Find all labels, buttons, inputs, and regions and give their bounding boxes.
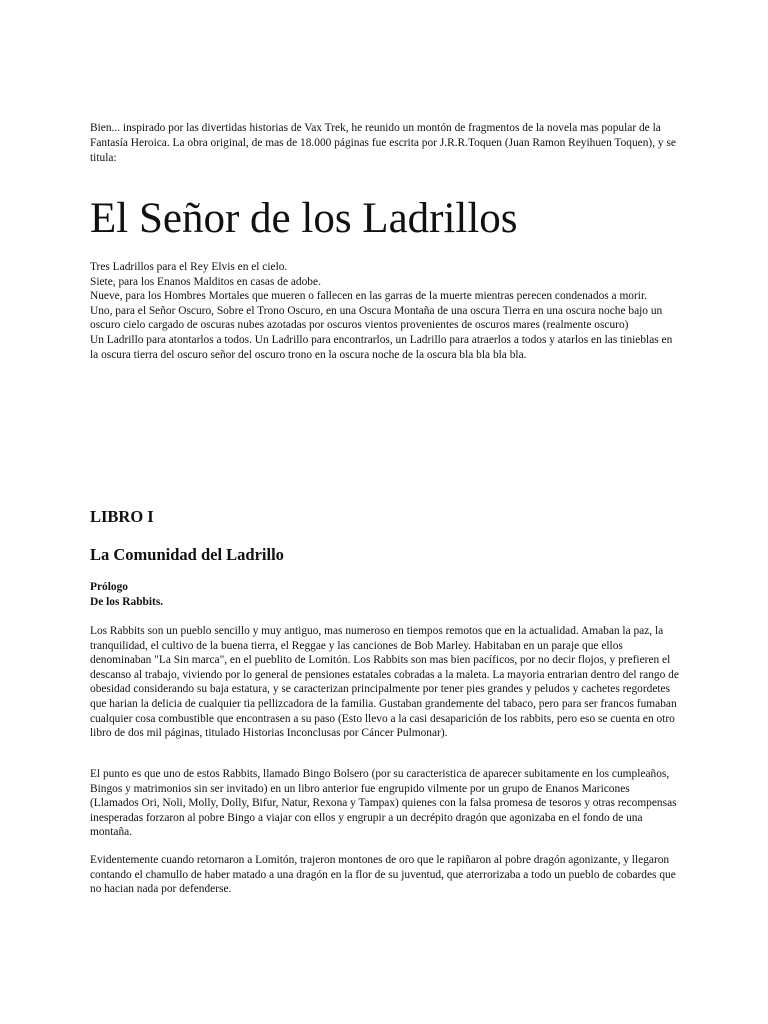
- body-paragraph: El punto es que uno de estos Rabbits, llamado Bingo Bolsero (por su caracteristica de aparecer subitamente en los cumpleaños, Bingos y matrimonios sin ser invitado) en un libro anterior fue engrupido vilmente por un grupo de Enanos Maricones (Llamados Ori, Noli, Molly, Dolly, Bifur, Natur, Rexona y Tampax) quienes con la falsa promesa de tesoros y otras recompensas inesperadas forzaron al pobre Bingo a viajar con ellos y engrupir a un decrépito dragón que agonizaba en el fondo de una montaña.: [90, 768, 677, 839]
- prologue-subtitle: De los Rabbits.: [90, 596, 164, 608]
- prologue-heading: [90, 580, 163, 610]
- poem-line: Tres Ladrillos para el Rey Elvis en el cielo.: [90, 261, 288, 273]
- body-paragraph: Los Rabbits son un pueblo sencillo y muy antiguo, mas numeroso en tiempos remotos que en la actualidad. Amaban la paz, la tranquilidad, el cultivo de la buena tierra, el Reggae y las canciones de Bob Marley. Habitaban en un paraje que ellos denominaban "La Sin marca", en el pueblito de Lomitón. Los Rabbits son mas bien pacíficos, por no decir flojos, y prefieren el descanso al trabajo, viviendo por lo general de pensiones estatales cobradas a la maleta. La mayoria entrarian dentro del rango de obesidad considerando su baja estatura, y se caracterizan principalmente por tener pies grandes y peludos y cachetes regordetes que harian la delicia de cualquier tia pellizcadora de la familia. Gustaban grandemente del tabaco, pero para ser francos fumaban cualquier cosa combustible que encontrasen a su paso (Esto llevo a la casi desaparición de los rabbits, pero eso se cuenta en otro libro de dos mil páginas, titulado Historias Inconclusas por Cáncer Pulmonar).: [90, 625, 679, 740]
- poem-line: Un Ladrillo para atontarlos a todos. Un Ladrillo para encontrarlos, un Ladrillo para atraerlos a todos y atarlos en las tinieblas en la oscura tierra del oscuro señor del oscuro trono en la oscura noche de la oscura bla bla bla bla.: [90, 333, 673, 361]
- poem: [90, 260, 680, 362]
- book-heading: LIBRO I: [90, 507, 154, 526]
- poem-line: Siete, para los Enanos Malditos en casas de adobe.: [90, 275, 321, 288]
- page-title: El Señor de los Ladrillos: [90, 195, 518, 242]
- poem-line: Uno, para el Señor Oscuro, Sobre el Trono Oscuro, en una Oscura Montaña de una oscura Tierra en una oscura noche bajo un oscuro cielo cargado de oscuras nubes azotadas por oscuros vientos provenientes de oscuros mares (realmente oscuro): [90, 304, 663, 332]
- prologue-label: Prólogo: [90, 581, 128, 593]
- body-paragraph: Evidentemente cuando retornaron a Lomitón, trajeron montones de oro que le rapiñaron al pobre dragón agonizante, y llegaron contando el chamullo de haber matado a una dragón en la flor de su juventud, que aterrorizaba a todo un pueblo de cobardes que no hacian nada por defenderse.: [90, 854, 676, 896]
- book-subtitle: La Comunidad del Ladrillo: [90, 545, 284, 564]
- poem-line: Nueve, para los Hombres Mortales que mueren o fallecen en las garras de la muerte mientras perecen condenados a morir.: [90, 290, 647, 303]
- intro-paragraph: Bien... inspirado por las divertidas historias de Vax Trek, he reunido un montón de fragmentos de la novela mas popular de la Fantasía Heroica. La obra original, de mas de 18.000 páginas fue escrita por J.R.R.Toquen (Juan Ramon Reyihuen Toquen), y se titula:: [90, 122, 676, 164]
